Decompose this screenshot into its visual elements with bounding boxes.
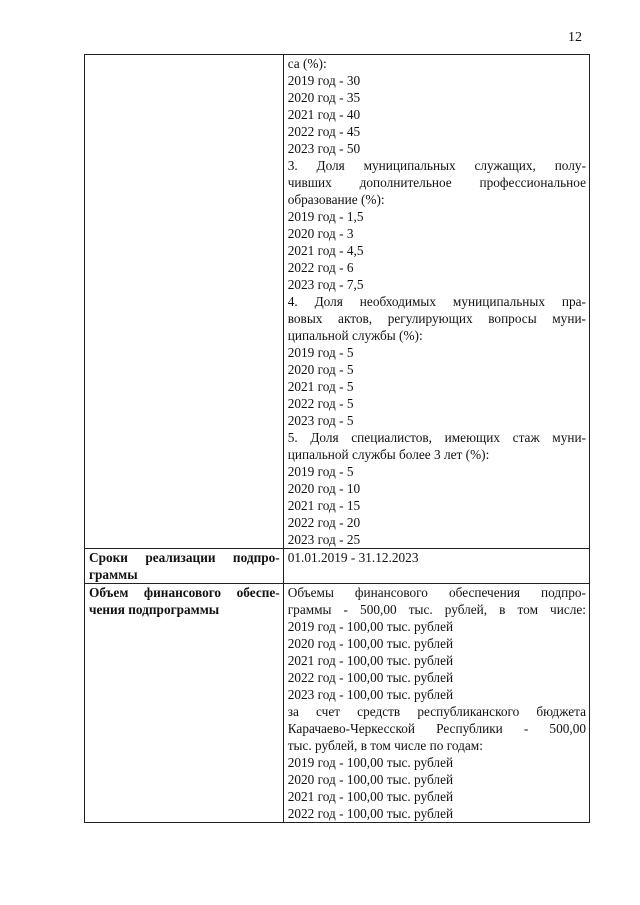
text-line: 2019 год - 100,00 тыс. рублей bbox=[287, 755, 454, 770]
text-line: 2021 год - 5 bbox=[287, 379, 354, 394]
text-line: 2019 год - 100,00 тыс. рублей bbox=[287, 619, 454, 634]
text-line: 2021 год - 40 bbox=[287, 107, 361, 122]
page-number: 12 bbox=[568, 30, 582, 45]
financing-volume-lines bbox=[288, 584, 586, 822]
text-line: граммы - 500,00 тыс. рублей, в том числе: bbox=[287, 602, 586, 617]
text-line: 2019 год - 5 bbox=[287, 345, 354, 360]
text-line: тыс. рублей, в том числе по годам: bbox=[287, 738, 483, 753]
implementation-period-lines bbox=[288, 549, 586, 566]
text-line: 2019 год - 5 bbox=[287, 464, 354, 479]
subprogram-passport-table bbox=[84, 54, 590, 823]
text-line: ципальной службы более 3 лет (%): bbox=[287, 447, 490, 462]
text-line: са (%): bbox=[287, 56, 327, 71]
text-line: Объемы финансового обеспечения подпро- bbox=[287, 585, 586, 600]
text-line: 2020 год - 100,00 тыс. рублей bbox=[287, 772, 454, 787]
text-line: вовых актов, регулирующих вопросы муни- bbox=[287, 311, 586, 326]
text-line: 2021 год - 100,00 тыс. рублей bbox=[287, 653, 454, 668]
text-line: 2023 год - 5 bbox=[287, 413, 354, 428]
text-line: 2021 год - 15 bbox=[287, 498, 361, 513]
text-line: 2022 год - 45 bbox=[287, 124, 361, 139]
text-line: 2023 год - 50 bbox=[287, 141, 361, 156]
text-line: 2019 год - 30 bbox=[287, 73, 361, 88]
text-line: 2019 год - 1,5 bbox=[287, 209, 364, 224]
row-label-cell bbox=[85, 55, 284, 549]
text-line: 2020 год - 10 bbox=[287, 481, 361, 496]
text-line: 2021 год - 100,00 тыс. рублей bbox=[287, 789, 454, 804]
text-line: Карачаево-Черкесской Республики - 500,00 bbox=[287, 721, 586, 736]
text-line: 2020 год - 5 bbox=[287, 362, 354, 377]
text-line: 2020 год - 35 bbox=[287, 90, 361, 105]
table-row bbox=[85, 55, 590, 549]
text-line: 2020 год - 3 bbox=[287, 226, 354, 241]
indicators-cell bbox=[283, 55, 589, 549]
financing-volume-cell bbox=[283, 584, 589, 823]
text-line: Объем финансового обеспе- bbox=[89, 585, 280, 600]
financing-volume-label bbox=[85, 584, 284, 823]
text-line: Сроки реализации подпро- bbox=[89, 550, 280, 565]
text-line: чения подпрограммы bbox=[89, 602, 220, 617]
text-line: 2020 год - 100,00 тыс. рублей bbox=[287, 636, 454, 651]
text-line: 2022 год - 20 bbox=[287, 515, 361, 530]
implementation-period-cell bbox=[283, 549, 589, 584]
text-line: 2023 год - 7,5 bbox=[287, 277, 364, 292]
text-line: 2021 год - 4,5 bbox=[287, 243, 364, 258]
text-line: 2022 год - 6 bbox=[287, 260, 354, 275]
text-line: 2022 год - 100,00 тыс. рублей bbox=[287, 670, 454, 685]
table-row bbox=[85, 584, 590, 823]
text-line: чивших дополнительное профессиональное bbox=[287, 175, 586, 190]
financing-volume-label-lines bbox=[89, 584, 280, 618]
text-line: 2022 год - 100,00 тыс. рублей bbox=[287, 806, 454, 821]
indicators-lines bbox=[288, 55, 586, 548]
text-line: образование (%): bbox=[287, 192, 385, 207]
text-line: 4. Доля необходимых муниципальных пра- bbox=[287, 294, 586, 309]
text-line: 2023 год - 100,00 тыс. рублей bbox=[287, 687, 454, 702]
text-line: ципальной службы (%): bbox=[287, 328, 423, 343]
text-line: 5. Доля специалистов, имеющих стаж муни- bbox=[287, 430, 586, 445]
text-line: 01.01.2019 - 31.12.2023 bbox=[287, 550, 419, 565]
implementation-period-label-lines bbox=[89, 549, 280, 583]
text-line: 2022 год - 5 bbox=[287, 396, 354, 411]
implementation-period-label bbox=[85, 549, 284, 584]
text-line: граммы bbox=[89, 567, 138, 582]
text-line: 2023 год - 25 bbox=[287, 532, 361, 547]
table-row bbox=[85, 549, 590, 584]
text-line: 3. Доля муниципальных служащих, полу- bbox=[287, 158, 586, 173]
text-line: за счет средств республиканского бюджета bbox=[287, 704, 586, 719]
